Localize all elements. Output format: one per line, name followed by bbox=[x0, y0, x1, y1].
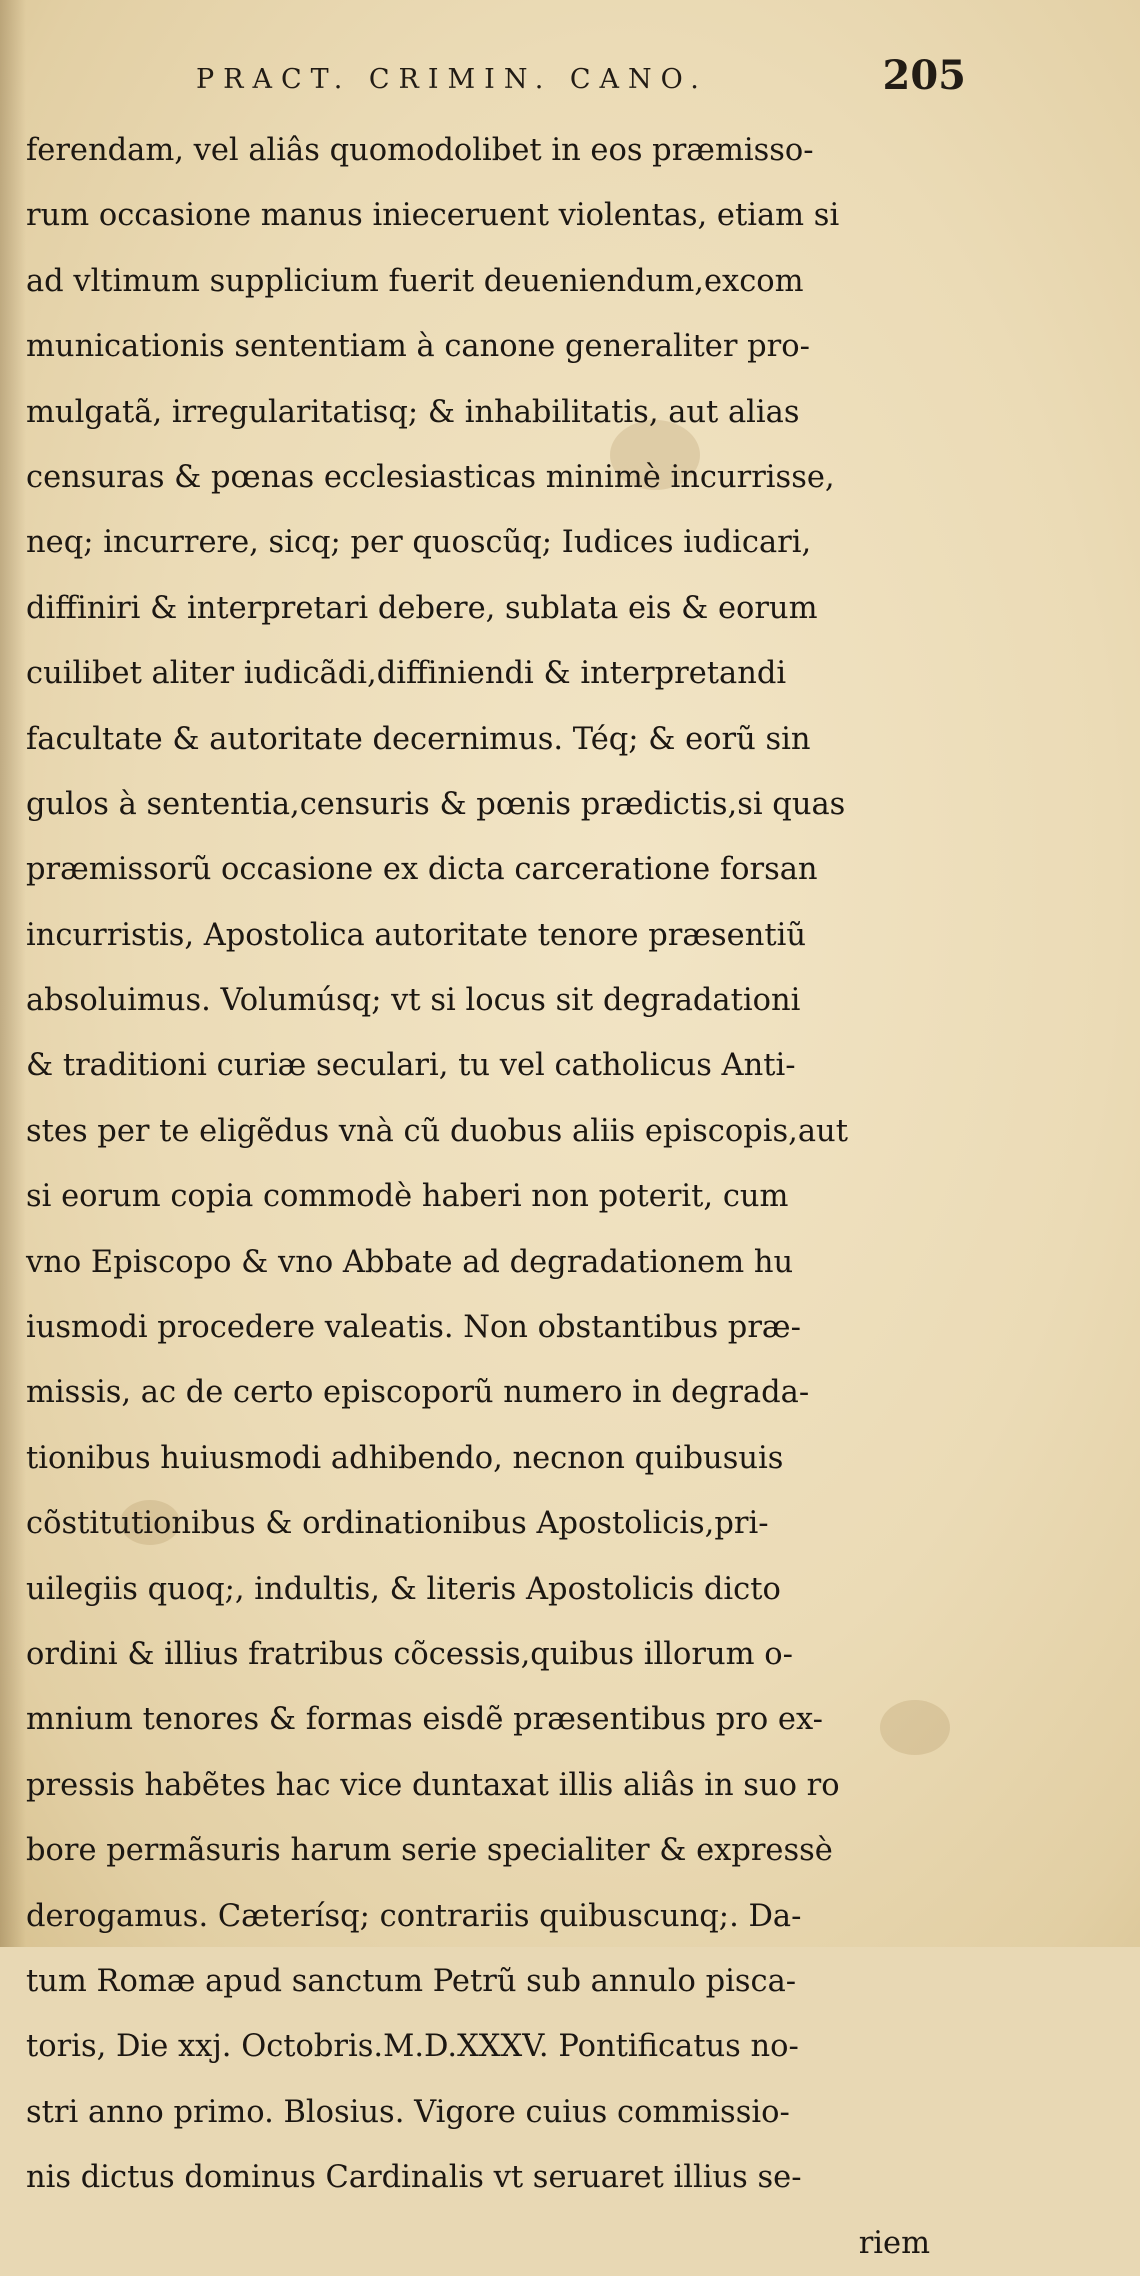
binding-gutter-shadow bbox=[0, 0, 26, 1947]
text-line: bore permãsuris harum serie specialiter & expressè bbox=[26, 1833, 833, 1869]
text-line: cõstitutionibus & ordinationibus Apostolicis,pri- bbox=[26, 1506, 769, 1542]
text-line: neq; incurrere, sicq; per quoscũq; Iudices iudicari, bbox=[26, 525, 812, 561]
page-number: 205 bbox=[882, 52, 966, 99]
text-line: præmissorũ occasione ex dicta carceratione forsan bbox=[26, 852, 818, 888]
text-line: mnium tenores & formas eisdẽ præsentibus pro ex- bbox=[26, 1702, 823, 1738]
text-line: cuilibet aliter iudicãdi,diffiniendi & interpretandi bbox=[26, 656, 787, 692]
text-line: diffiniri & interpretari debere, sublata eis & eorum bbox=[26, 590, 818, 626]
catchword: riem bbox=[858, 2225, 930, 2261]
text-line: ad vltimum supplicium fuerit deueniendum,excom bbox=[26, 263, 804, 299]
text-line: facultate & autoritate decernimus. Téq; & eorũ sin bbox=[26, 721, 811, 757]
text-line: gulos à sententia,censuris & pœnis prædictis,si quas bbox=[26, 786, 846, 822]
text-line: iusmodi procedere valeatis. Non obstantibus præ- bbox=[26, 1310, 801, 1346]
text-line: stri anno primo. Blosius. Vigore cuius commissio- bbox=[26, 2094, 790, 2130]
running-head bbox=[196, 52, 966, 112]
text-line: nis dictus dominus Cardinalis vt seruaret illius se- bbox=[26, 2160, 802, 2196]
text-line: censuras & pœnas ecclesiasticas minimè incurrisse, bbox=[26, 459, 835, 495]
body-text bbox=[26, 118, 936, 2276]
text-line: & traditioni curiæ seculari, tu vel catholicus Anti- bbox=[26, 1048, 796, 1084]
text-line: rum occasione manus inieceruent violentas, etiam si bbox=[26, 198, 840, 234]
text-line: vno Episcopo & vno Abbate ad degradationem hu bbox=[26, 1244, 794, 1280]
text-line: tum Romæ apud sanctum Petrũ sub annulo pisca- bbox=[26, 1963, 797, 1999]
text-line: uilegiis quoq;, indultis, & literis Apostolicis dicto bbox=[26, 1571, 781, 1607]
text-line: absoluimus. Volumúsq; vt si locus sit degradationi bbox=[26, 983, 801, 1019]
text-line: incurristis, Apostolica autoritate tenore præsentiũ bbox=[26, 917, 807, 953]
text-line: tionibus huiusmodi adhibendo, necnon quibusuis bbox=[26, 1440, 784, 1476]
text-line: pressis habẽtes hac vice duntaxat illis aliâs in suo ro bbox=[26, 1767, 840, 1803]
text-line: mulgatã, irregularitatisq; & inhabilitatis, aut alias bbox=[26, 394, 800, 430]
text-line: ordini & illius fratribus cõcessis,quibus illorum o- bbox=[26, 1636, 793, 1672]
text-line: toris, Die xxj. Octobris.M.D.XXXV. Pontificatus no- bbox=[26, 2029, 799, 2065]
text-line: ferendam, vel aliâs quomodolibet in eos præmisso- bbox=[26, 133, 814, 168]
text-line: si eorum copia commodè haberi non poterit, cum bbox=[26, 1179, 789, 1215]
text-line: derogamus. Cæterísq; contrariis quibuscunq;. Da- bbox=[26, 1898, 802, 1934]
running-head-title: PRACT. CRIMIN. CANO. bbox=[196, 64, 708, 95]
text-line: municationis sententiam à canone generaliter pro- bbox=[26, 329, 810, 365]
text-line: stes per te eligẽdus vnà cũ duobus aliis episcopis,aut bbox=[26, 1113, 848, 1149]
text-line: missis, ac de certo episcoporũ numero in degrada- bbox=[26, 1375, 810, 1411]
